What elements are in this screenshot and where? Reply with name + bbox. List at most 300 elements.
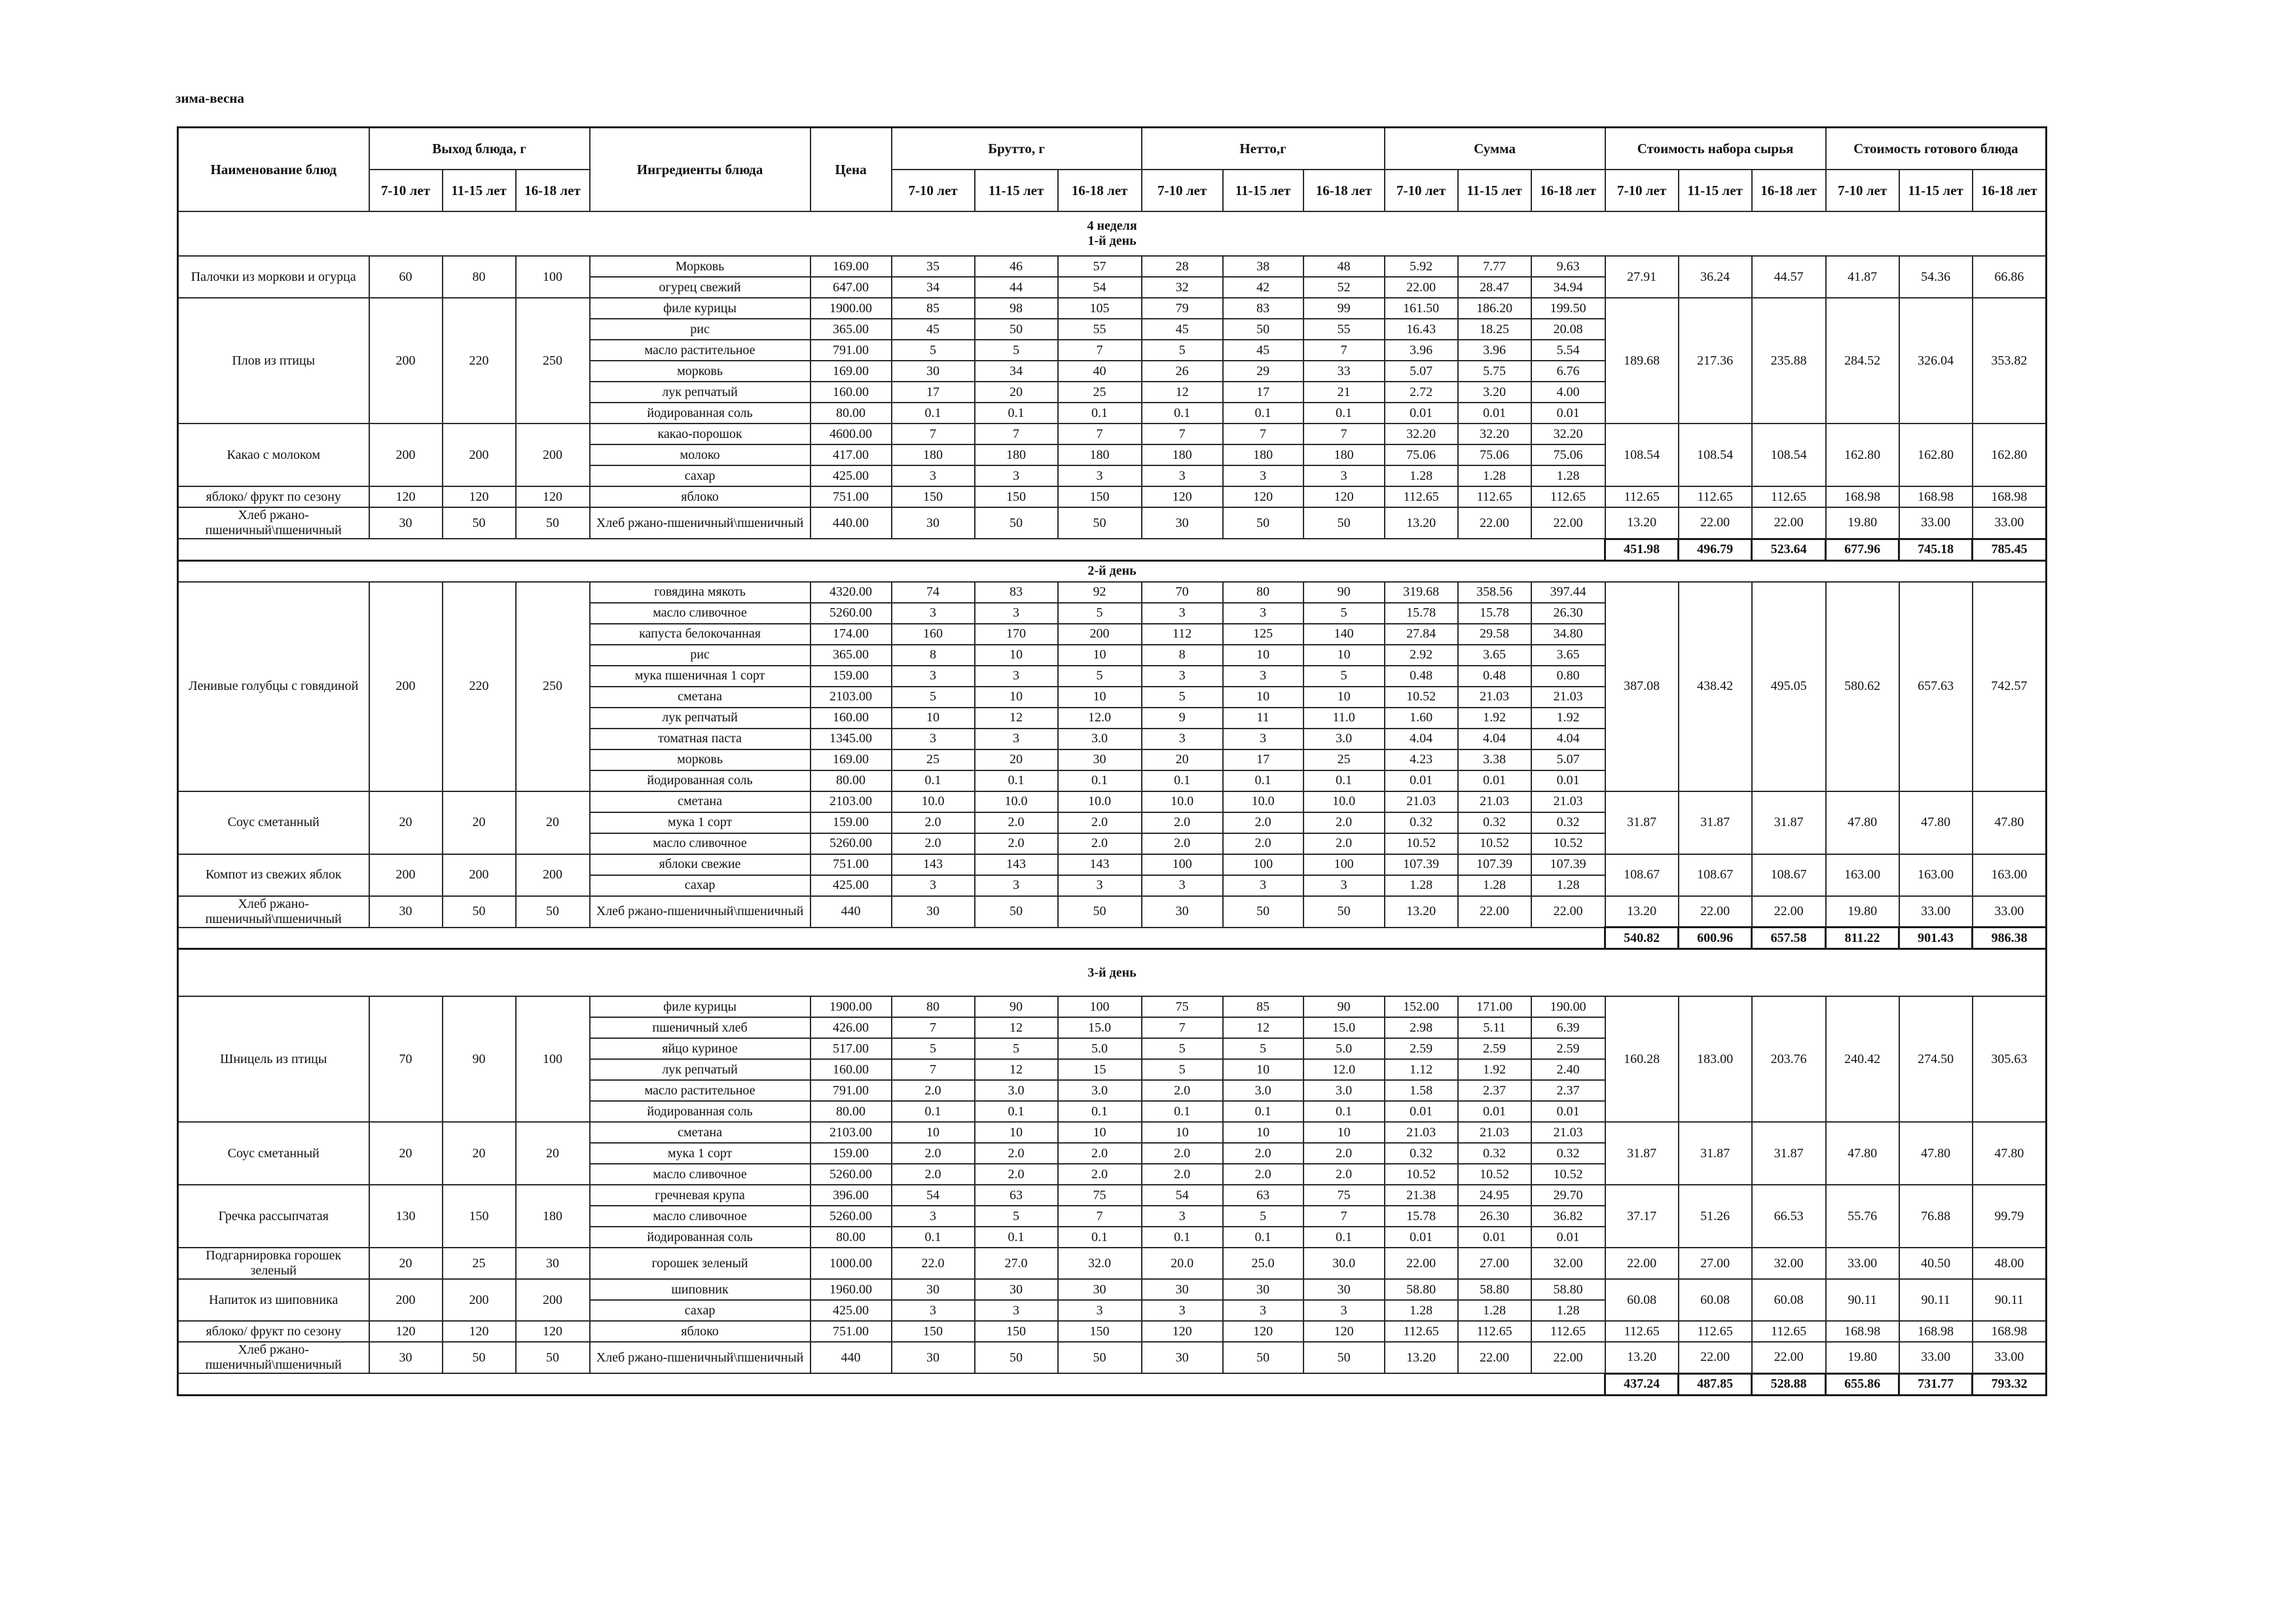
netto-value: 7 (1303, 1206, 1385, 1227)
brutto-value: 3.0 (1058, 729, 1142, 749)
brutto-value: 50 (975, 1342, 1058, 1373)
sum-value: 107.39 (1385, 854, 1458, 875)
cost-set-value: 31.87 (1752, 1122, 1826, 1185)
sum-value: 10.52 (1385, 687, 1458, 708)
brutto-value: 0.1 (1058, 770, 1142, 791)
netto-value: 2.0 (1142, 833, 1223, 854)
brutto-value: 0.1 (975, 1101, 1058, 1122)
sum-value: 0.01 (1531, 403, 1605, 424)
sum-value: 358.56 (1458, 582, 1531, 603)
header-age: 7-10 лет (369, 170, 443, 211)
dish-name: Хлеб ржано-пшеничный\пшеничный (178, 507, 369, 539)
ingredient-price: 160.00 (811, 708, 892, 729)
cost-set-value: 108.67 (1679, 854, 1752, 896)
netto-value: 120 (1142, 1321, 1223, 1342)
cost-ready-value: 19.80 (1826, 896, 1899, 928)
day-header-row (178, 211, 2047, 256)
dish-name: Какао с молоком (178, 424, 369, 486)
brutto-value: 30 (892, 507, 975, 539)
netto-value: 10 (1303, 1122, 1385, 1143)
cost-set-value: 203.76 (1752, 996, 1826, 1122)
brutto-value: 34 (892, 277, 975, 298)
ingredient-name: капуста белокочанная (590, 624, 811, 645)
sum-value: 0.01 (1531, 1101, 1605, 1122)
header-ingredients: Ингредиенты блюда (590, 128, 811, 212)
brutto-value: 50 (975, 896, 1058, 928)
dish-yield: 25 (443, 1248, 516, 1279)
netto-value: 0.1 (1142, 770, 1223, 791)
sum-value: 16.43 (1385, 319, 1458, 340)
sum-value: 3.38 (1458, 749, 1531, 770)
dish-name: Напиток из шиповника (178, 1279, 369, 1321)
cost-ready-value: 48.00 (1973, 1248, 2047, 1279)
netto-value: 180 (1142, 444, 1223, 465)
cost-set-value: 108.54 (1605, 424, 1679, 486)
ingredient-price: 2103.00 (811, 1122, 892, 1143)
cost-ready-value: 33.00 (1973, 507, 2047, 539)
cost-ready-value: 33.00 (1899, 1342, 1973, 1373)
dish-name: Подгарнировка горошек зеленый (178, 1248, 369, 1279)
netto-value: 30 (1142, 896, 1223, 928)
cost-set-value: 22.00 (1679, 896, 1752, 928)
brutto-value: 50 (1058, 507, 1142, 539)
dish-name: Гречка рассыпчатая (178, 1185, 369, 1248)
ingredient-price: 365.00 (811, 645, 892, 666)
cost-ready-value: 55.76 (1826, 1185, 1899, 1248)
brutto-value: 170 (975, 624, 1058, 645)
brutto-value: 3 (892, 729, 975, 749)
total-cost-ready: 793.32 (1973, 1373, 2047, 1395)
sum-value: 1.28 (1385, 1300, 1458, 1321)
brutto-value: 2.0 (1058, 1143, 1142, 1164)
header-sum: Сумма (1385, 128, 1605, 170)
netto-value: 2.0 (1303, 833, 1385, 854)
netto-value: 140 (1303, 624, 1385, 645)
dish-yield: 100 (516, 996, 590, 1122)
sum-value: 58.80 (1385, 1279, 1458, 1300)
brutto-value: 30 (892, 896, 975, 928)
brutto-value: 32.0 (1058, 1248, 1142, 1279)
cost-set-value: 235.88 (1752, 298, 1826, 424)
dish-yield: 150 (443, 1185, 516, 1248)
cost-set-value: 112.65 (1679, 1321, 1752, 1342)
sum-value: 10.52 (1458, 1164, 1531, 1185)
ingredient-price: 2103.00 (811, 791, 892, 812)
brutto-value: 0.1 (975, 1227, 1058, 1248)
ingredient-name: мука 1 сорт (590, 812, 811, 833)
brutto-value: 3 (975, 465, 1058, 486)
day-header-row (178, 949, 2047, 997)
brutto-value: 5 (892, 687, 975, 708)
ingredient-price: 426.00 (811, 1017, 892, 1038)
total-cost-set: 437.24 (1605, 1373, 1679, 1395)
sum-value: 34.94 (1531, 277, 1605, 298)
cost-ready-value: 47.80 (1826, 1122, 1899, 1185)
netto-value: 2.0 (1223, 833, 1303, 854)
netto-value: 28 (1142, 256, 1223, 277)
header-netto: Нетто,г (1142, 128, 1385, 170)
header-age: 16-18 лет (1058, 170, 1142, 211)
total-cost-set: 657.58 (1752, 928, 1826, 949)
netto-value: 100 (1303, 854, 1385, 875)
ingredient-price: 425.00 (811, 875, 892, 896)
cost-ready-value: 47.80 (1826, 791, 1899, 854)
brutto-value: 7 (1058, 1206, 1142, 1227)
sum-value: 4.00 (1531, 382, 1605, 403)
netto-value: 42 (1223, 277, 1303, 298)
cost-set-value: 112.65 (1752, 1321, 1826, 1342)
brutto-value: 45 (892, 319, 975, 340)
sum-value: 21.03 (1531, 1122, 1605, 1143)
brutto-value: 160 (892, 624, 975, 645)
sum-value: 22.00 (1531, 507, 1605, 539)
dish-yield: 120 (443, 486, 516, 507)
cost-set-value: 13.20 (1605, 896, 1679, 928)
ingredient-name: масло сливочное (590, 833, 811, 854)
sum-value: 1.28 (1458, 1300, 1531, 1321)
brutto-value: 180 (975, 444, 1058, 465)
cost-ready-value: 41.87 (1826, 256, 1899, 298)
sum-value: 0.01 (1458, 1101, 1531, 1122)
sum-value: 27.84 (1385, 624, 1458, 645)
netto-value: 0.1 (1223, 770, 1303, 791)
dish-yield: 50 (516, 896, 590, 928)
cost-set-value: 22.00 (1752, 896, 1826, 928)
brutto-value: 3 (892, 875, 975, 896)
ingredient-name: масло растительное (590, 340, 811, 361)
netto-value: 5 (1142, 1059, 1223, 1080)
ingredient-row (178, 1185, 2047, 1206)
brutto-value: 54 (892, 1185, 975, 1206)
ingredient-name: томатная паста (590, 729, 811, 749)
brutto-value: 63 (975, 1185, 1058, 1206)
ingredient-name: какао-порошок (590, 424, 811, 444)
day-header (178, 949, 2047, 997)
total-cost-set: 523.64 (1752, 539, 1826, 560)
netto-value: 5 (1142, 1038, 1223, 1059)
sum-value: 5.75 (1458, 361, 1531, 382)
ingredient-price: 80.00 (811, 1227, 892, 1248)
netto-value: 2.0 (1223, 1143, 1303, 1164)
netto-value: 3.0 (1223, 1080, 1303, 1101)
netto-value: 3 (1223, 729, 1303, 749)
ingredient-name: яблоки свежие (590, 854, 811, 875)
ingredient-name: филе курицы (590, 298, 811, 319)
dish-name: Компот из свежих яблок (178, 854, 369, 896)
netto-value: 11 (1223, 708, 1303, 729)
brutto-value: 3 (975, 603, 1058, 624)
netto-value: 3 (1223, 666, 1303, 687)
dish-name: Хлеб ржано-пшеничный\пшеничный (178, 896, 369, 928)
ingredient-price: 425.00 (811, 1300, 892, 1321)
ingredient-price: 647.00 (811, 277, 892, 298)
ingredient-name: рис (590, 645, 811, 666)
sum-value: 1.28 (1385, 875, 1458, 896)
netto-value: 5 (1303, 603, 1385, 624)
sum-value: 186.20 (1458, 298, 1531, 319)
netto-value: 12 (1223, 1017, 1303, 1038)
sum-value: 6.76 (1531, 361, 1605, 382)
dish-yield: 120 (516, 486, 590, 507)
sum-value: 9.63 (1531, 256, 1605, 277)
day-header-row (178, 560, 2047, 582)
header-age: 7-10 лет (1605, 170, 1679, 211)
total-cost-set: 496.79 (1679, 539, 1752, 560)
brutto-value: 10 (975, 645, 1058, 666)
sum-value: 28.47 (1458, 277, 1531, 298)
brutto-value: 5 (892, 1038, 975, 1059)
dish-yield: 20 (369, 1122, 443, 1185)
dish-yield: 80 (443, 256, 516, 298)
brutto-value: 12 (975, 1059, 1058, 1080)
brutto-value: 180 (1058, 444, 1142, 465)
brutto-value: 55 (1058, 319, 1142, 340)
netto-value: 25.0 (1223, 1248, 1303, 1279)
netto-value: 50 (1303, 896, 1385, 928)
sum-value: 20.08 (1531, 319, 1605, 340)
ingredient-row (178, 1321, 2047, 1342)
sum-value: 0.48 (1458, 666, 1531, 687)
ingredient-name: Хлеб ржано-пшеничный\пшеничный (590, 896, 811, 928)
netto-value: 0.1 (1142, 1227, 1223, 1248)
netto-value: 3 (1223, 875, 1303, 896)
sum-value: 0.01 (1531, 770, 1605, 791)
ingredient-name: сахар (590, 465, 811, 486)
brutto-value: 2.0 (975, 1164, 1058, 1185)
brutto-value: 50 (1058, 1342, 1142, 1373)
ingredient-price: 4320.00 (811, 582, 892, 603)
netto-value: 2.0 (1303, 812, 1385, 833)
cost-set-value: 60.08 (1605, 1279, 1679, 1321)
brutto-value: 2.0 (1058, 833, 1142, 854)
cost-ready-value: 99.79 (1973, 1185, 2047, 1248)
header-age: 11-15 лет (1899, 170, 1973, 211)
sum-value: 190.00 (1531, 996, 1605, 1017)
ingredient-name: сахар (590, 1300, 811, 1321)
dish-yield: 200 (369, 1279, 443, 1321)
ingredient-name: филе курицы (590, 996, 811, 1017)
sum-value: 2.92 (1385, 645, 1458, 666)
ingredient-price: 1900.00 (811, 298, 892, 319)
brutto-value: 2.0 (975, 1143, 1058, 1164)
ingredient-row (178, 1279, 2047, 1300)
dish-yield: 120 (369, 1321, 443, 1342)
dish-yield: 120 (443, 1321, 516, 1342)
ingredient-price: 5260.00 (811, 1206, 892, 1227)
sum-value: 3.65 (1531, 645, 1605, 666)
cost-set-value: 112.65 (1605, 1321, 1679, 1342)
netto-value: 29 (1223, 361, 1303, 382)
header-dish: Наименование блюд (178, 128, 369, 212)
brutto-value: 3 (1058, 465, 1142, 486)
brutto-value: 3.0 (1058, 1080, 1142, 1101)
total-cost-ready: 785.45 (1973, 539, 2047, 560)
sum-value: 112.65 (1531, 486, 1605, 507)
ingredient-name: масло сливочное (590, 1164, 811, 1185)
netto-value: 85 (1223, 996, 1303, 1017)
netto-value: 11.0 (1303, 708, 1385, 729)
total-cost-ready: 901.43 (1899, 928, 1973, 949)
sum-value: 1.12 (1385, 1059, 1458, 1080)
sum-value: 0.01 (1385, 770, 1458, 791)
cost-ready-value: 47.80 (1899, 791, 1973, 854)
sum-value: 1.28 (1458, 465, 1531, 486)
ingredient-name: йодированная соль (590, 1101, 811, 1122)
total-cost-set: 540.82 (1605, 928, 1679, 949)
total-cost-set: 600.96 (1679, 928, 1752, 949)
ingredient-name: сметана (590, 687, 811, 708)
cost-set-value: 27.00 (1679, 1248, 1752, 1279)
netto-value: 0.1 (1142, 1101, 1223, 1122)
cost-set-value: 112.65 (1605, 486, 1679, 507)
dish-yield: 200 (369, 582, 443, 791)
brutto-value: 2.0 (975, 812, 1058, 833)
ingredient-row (178, 486, 2047, 507)
cost-set-value: 22.00 (1752, 507, 1826, 539)
brutto-value: 2.0 (892, 1164, 975, 1185)
ingredient-row (178, 1342, 2047, 1373)
cost-ready-value: 657.63 (1899, 582, 1973, 791)
sum-value: 1.28 (1385, 465, 1458, 486)
netto-value: 180 (1223, 444, 1303, 465)
ingredient-row (178, 582, 2047, 603)
sum-value: 5.07 (1385, 361, 1458, 382)
netto-value: 90 (1303, 996, 1385, 1017)
dish-yield: 50 (516, 1342, 590, 1373)
brutto-value: 5 (975, 1206, 1058, 1227)
brutto-value: 98 (975, 298, 1058, 319)
cost-set-value: 22.00 (1752, 1342, 1826, 1373)
cost-ready-value: 33.00 (1826, 1248, 1899, 1279)
sum-value: 58.80 (1458, 1279, 1531, 1300)
sum-value: 0.01 (1385, 1227, 1458, 1248)
netto-value: 90 (1303, 582, 1385, 603)
dish-yield: 60 (369, 256, 443, 298)
brutto-value: 0.1 (975, 770, 1058, 791)
header-age: 16-18 лет (1752, 170, 1826, 211)
netto-value: 10 (1303, 687, 1385, 708)
netto-value: 3 (1303, 875, 1385, 896)
sum-value: 32.20 (1531, 424, 1605, 444)
brutto-value: 150 (1058, 486, 1142, 507)
header-age: 11-15 лет (1458, 170, 1531, 211)
brutto-value: 20 (975, 382, 1058, 403)
dish-yield: 200 (443, 1279, 516, 1321)
ingredient-name: лук репчатый (590, 1059, 811, 1080)
ingredient-price: 160.00 (811, 1059, 892, 1080)
day-label: 2-й день (1087, 564, 1137, 578)
netto-value: 3.0 (1303, 1080, 1385, 1101)
sum-value: 13.20 (1385, 896, 1458, 928)
brutto-value: 30 (1058, 1279, 1142, 1300)
brutto-value: 57 (1058, 256, 1142, 277)
netto-value: 5 (1142, 687, 1223, 708)
sum-value: 75.06 (1531, 444, 1605, 465)
sum-value: 4.04 (1531, 729, 1605, 749)
netto-value: 10 (1223, 645, 1303, 666)
cost-set-value: 27.91 (1605, 256, 1679, 298)
sum-value: 161.50 (1385, 298, 1458, 319)
ingredient-price: 425.00 (811, 465, 892, 486)
sum-value: 4.23 (1385, 749, 1458, 770)
netto-value: 12.0 (1303, 1059, 1385, 1080)
sum-value: 1.28 (1458, 875, 1531, 896)
sum-value: 22.00 (1458, 1342, 1531, 1373)
ingredient-price: 517.00 (811, 1038, 892, 1059)
netto-value: 100 (1223, 854, 1303, 875)
sum-value: 0.32 (1531, 812, 1605, 833)
brutto-value: 200 (1058, 624, 1142, 645)
netto-value: 79 (1142, 298, 1223, 319)
cost-set-value: 44.57 (1752, 256, 1826, 298)
ingredient-name: йодированная соль (590, 403, 811, 424)
sum-value: 26.30 (1458, 1206, 1531, 1227)
sum-value: 22.00 (1531, 1342, 1605, 1373)
brutto-value: 10.0 (975, 791, 1058, 812)
cost-ready-value: 168.98 (1973, 486, 2047, 507)
netto-value: 125 (1223, 624, 1303, 645)
sum-value: 2.72 (1385, 382, 1458, 403)
sum-value: 10.52 (1531, 1164, 1605, 1185)
dish-yield: 70 (369, 996, 443, 1122)
cost-ready-value: 66.86 (1973, 256, 2047, 298)
ingredient-name: йодированная соль (590, 1227, 811, 1248)
sum-value: 112.65 (1458, 486, 1531, 507)
sum-value: 2.59 (1458, 1038, 1531, 1059)
cost-ready-value: 47.80 (1899, 1122, 1973, 1185)
sum-value: 397.44 (1531, 582, 1605, 603)
day-total-row (178, 539, 2047, 560)
brutto-value: 150 (892, 486, 975, 507)
ingredient-price: 159.00 (811, 666, 892, 687)
brutto-value: 30 (975, 1279, 1058, 1300)
menu-cost-table (177, 126, 2047, 1396)
netto-value: 50 (1223, 896, 1303, 928)
ingredient-price: 80.00 (811, 403, 892, 424)
cost-ready-value: 168.98 (1973, 1321, 2047, 1342)
sum-value: 32.20 (1458, 424, 1531, 444)
header-age: 7-10 лет (1142, 170, 1223, 211)
netto-value: 3 (1142, 666, 1223, 687)
brutto-value: 5 (892, 340, 975, 361)
cost-set-value: 438.42 (1679, 582, 1752, 791)
cost-ready-value: 168.98 (1899, 486, 1973, 507)
netto-value: 3 (1223, 603, 1303, 624)
ingredient-name: шиповник (590, 1279, 811, 1300)
brutto-value: 150 (1058, 1321, 1142, 1342)
brutto-value: 34 (975, 361, 1058, 382)
cost-ready-value: 54.36 (1899, 256, 1973, 298)
cost-ready-value: 168.98 (1826, 486, 1899, 507)
brutto-value: 3 (892, 1206, 975, 1227)
dish-yield: 100 (516, 256, 590, 298)
total-blank (178, 928, 1605, 949)
dish-yield: 30 (369, 896, 443, 928)
brutto-value: 75 (1058, 1185, 1142, 1206)
netto-value: 0.1 (1223, 1227, 1303, 1248)
sum-value: 21.03 (1458, 687, 1531, 708)
netto-value: 10.0 (1303, 791, 1385, 812)
ingredient-name: лук репчатый (590, 708, 811, 729)
dish-yield: 200 (516, 1279, 590, 1321)
cost-ready-value: 742.57 (1973, 582, 2047, 791)
cost-ready-value: 33.00 (1973, 896, 2047, 928)
dish-yield: 30 (369, 507, 443, 539)
brutto-value: 15.0 (1058, 1017, 1142, 1038)
cost-set-value: 13.20 (1605, 507, 1679, 539)
sum-value: 22.00 (1385, 277, 1458, 298)
brutto-value: 0.1 (892, 1227, 975, 1248)
